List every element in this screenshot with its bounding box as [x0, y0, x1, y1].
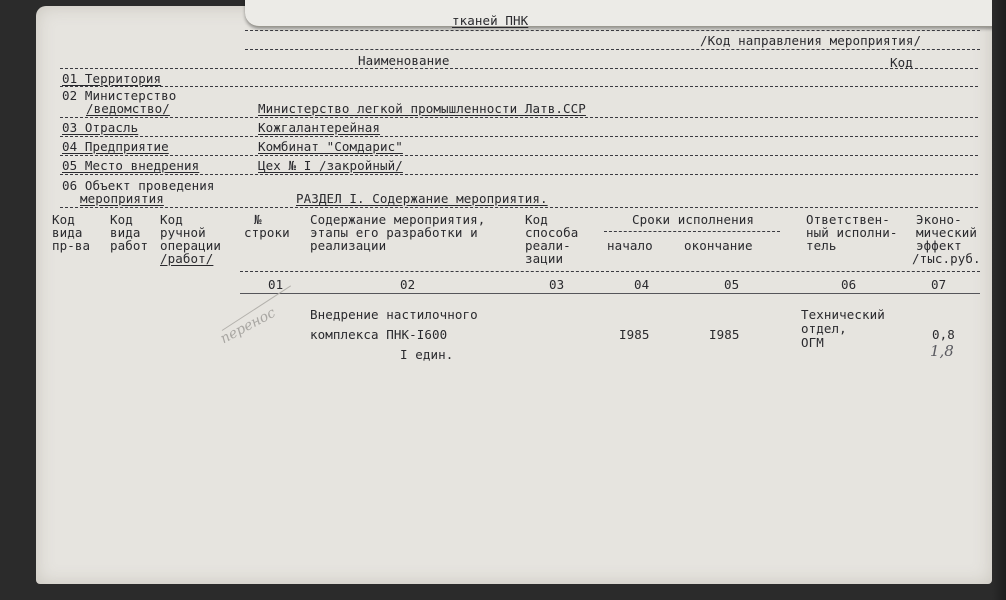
row-content-2: комплекса ПНК-I600: [310, 327, 448, 342]
col-manual-op-4: /работ/: [160, 251, 214, 266]
field-place-label: 05 Место внедрения: [62, 158, 200, 173]
col-method-1: Код: [525, 212, 548, 227]
col-number-06: 06: [841, 277, 857, 292]
col-number-03: 03: [549, 277, 565, 292]
field-branch-label: 03 Отрасль: [62, 120, 139, 135]
row-effect: 0,8: [932, 327, 955, 342]
col-number-07: 07: [931, 277, 947, 292]
col-deadline-start: начало: [607, 238, 653, 253]
col-number-04: 04: [634, 277, 650, 292]
col-number-01: 01: [268, 277, 284, 292]
rule: [245, 30, 980, 31]
rule: [60, 86, 978, 87]
field-ministry-value: Министерство легкой промышленности Латв.ССР: [258, 101, 586, 116]
row-responsible-2: отдел,: [801, 321, 847, 336]
col-row-number-1: №: [254, 212, 262, 227]
pencil-annotation: перенос: [217, 304, 279, 348]
row-content-1: Внедрение настилочного: [310, 307, 478, 322]
col-manual-op-1: Код: [160, 212, 183, 227]
col-method-2: способа: [525, 225, 579, 240]
col-content-2: этапы его разработки и: [310, 225, 478, 240]
handwritten-effect-correction: 1,8: [930, 342, 954, 360]
rule: [60, 117, 978, 118]
col-content-1: Содержание мероприятия,: [310, 212, 486, 227]
direction-code-label: /Код направления мероприятия/: [700, 33, 922, 48]
col-manual-op-2: ручной: [160, 225, 206, 240]
col-responsible-1: Ответствен-: [806, 212, 890, 227]
col-deadlines-group: Сроки исполнения: [632, 212, 755, 227]
section-title: РАЗДЕЛ I. Содержание мероприятия.: [296, 191, 548, 206]
col-effect-2: мический: [916, 225, 978, 240]
rule: [60, 136, 978, 137]
col-effect-1: Эконо-: [916, 212, 962, 227]
row-responsible-1: Технический: [801, 307, 885, 322]
col-production-code-1: Код: [52, 212, 75, 227]
col-work-code-2: вида: [110, 225, 141, 240]
col-number-02: 02: [400, 277, 416, 292]
rule: [60, 155, 978, 156]
col-effect-4: /тыс.руб.: [912, 251, 981, 266]
row-end-year: I985: [709, 327, 740, 342]
field-place-value: Цех № I /закройный/: [258, 158, 403, 173]
col-effect-3: эффект: [916, 238, 962, 253]
field-object-label: 06 Объект проведения: [62, 178, 215, 193]
scan-edge-shadow: [992, 0, 1006, 600]
top-fragment-text: тканей ПНК: [452, 13, 529, 28]
col-content-3: реализации: [310, 238, 387, 253]
col-method-3: реали-: [525, 238, 571, 253]
col-production-code-3: пр-ва: [52, 238, 91, 253]
col-responsible-3: тель: [806, 238, 837, 253]
field-enterprise-label: 04 Предприятие: [62, 139, 169, 154]
field-ministry-label: 02 Министерство: [62, 88, 177, 103]
col-production-code-2: вида: [52, 225, 83, 240]
rule: [60, 68, 978, 69]
col-responsible-2: ный исполни-: [806, 225, 898, 240]
row-responsible-3: ОГМ: [801, 335, 824, 350]
field-ministry-label-2: /ведомство/: [86, 101, 170, 116]
field-territory-label: 01 Территория: [62, 71, 162, 86]
rule: [604, 231, 780, 232]
col-deadline-end: окончание: [684, 238, 753, 253]
field-object-label-2: мероприятия: [80, 191, 164, 206]
overlapping-top-sheet: [245, 0, 1005, 27]
field-enterprise-value: Комбинат "Сомдарис": [258, 139, 403, 154]
col-method-4: зации: [525, 251, 564, 266]
col-work-code-3: работ: [110, 238, 149, 253]
rule: [60, 174, 978, 175]
rule: [60, 207, 978, 208]
code-column-header: Код: [890, 55, 913, 70]
col-number-05: 05: [724, 277, 740, 292]
name-column-header: Наименование: [358, 53, 450, 68]
rule: [240, 293, 980, 294]
row-content-3: I един.: [400, 347, 454, 362]
rule: [240, 271, 980, 272]
col-manual-op-3: операции: [160, 238, 222, 253]
col-work-code-1: Код: [110, 212, 133, 227]
row-start-year: I985: [619, 327, 650, 342]
form-page: [36, 6, 992, 584]
field-branch-value: Кожгалантерейная: [258, 120, 381, 135]
col-row-number-2: строки: [244, 225, 290, 240]
rule: [245, 49, 980, 50]
